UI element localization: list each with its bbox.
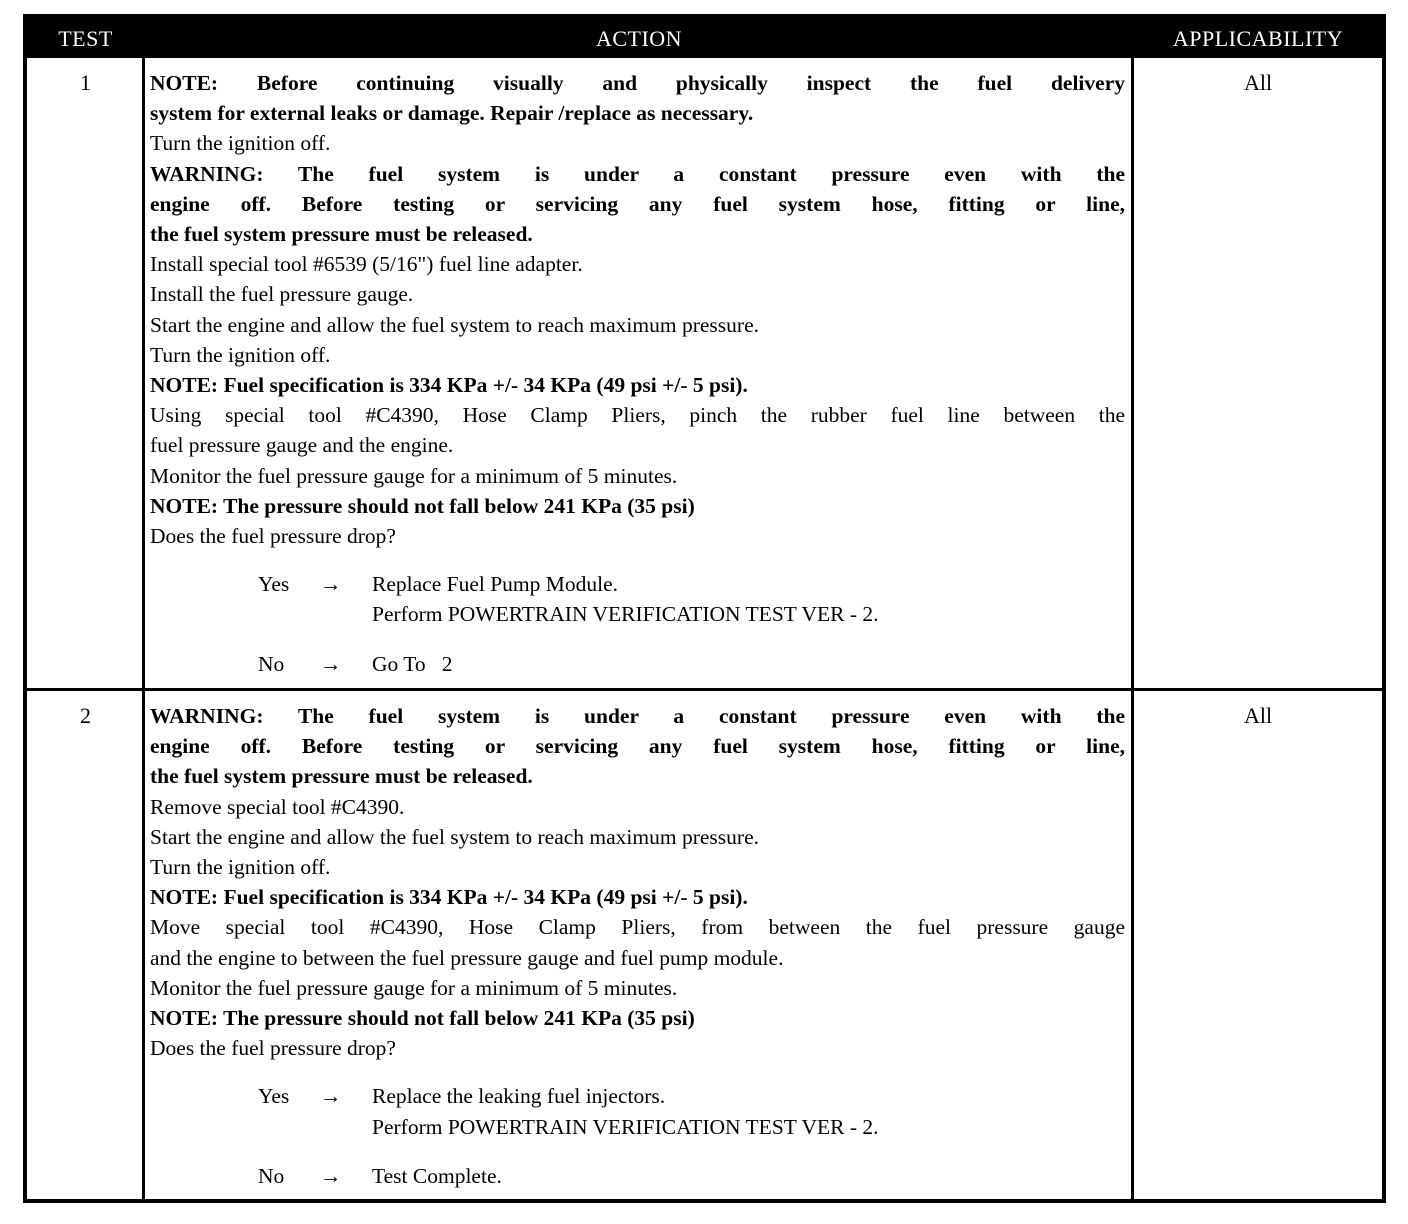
table-row <box>27 691 1382 1203</box>
result-line: Perform POWERTRAIN VERIFICATION TEST VER - 2. <box>372 1114 879 1139</box>
yes-label: Yes <box>258 1084 290 1109</box>
arrow-right-icon: → <box>320 1084 342 1109</box>
applicability-value: All <box>1243 70 1273 95</box>
table-row <box>27 58 1382 688</box>
instruction-line: Start the engine and allow the fuel system to reach maximum pressure. <box>150 824 759 849</box>
instruction-line: Monitor the fuel pressure gauge for a minimum of 5 minutes. <box>150 463 678 488</box>
note-line: NOTE: The pressure should not fall below 241 KPa (35 psi) <box>150 1006 695 1031</box>
table-header <box>27 18 1382 58</box>
decision-branches <box>150 569 1125 679</box>
instruction-line: Install special tool #6539 (5/16") fuel line adapter. <box>150 252 583 277</box>
yes-label: Yes <box>258 572 290 597</box>
diagnostic-table <box>23 14 1386 1203</box>
decision-branches <box>150 1081 1125 1191</box>
header-applicability: APPLICABILITY <box>1172 26 1344 51</box>
action-cell <box>150 701 1125 1211</box>
no-label: No <box>258 1164 285 1189</box>
yes-result <box>372 569 879 629</box>
result-line: Test Complete. <box>372 1164 502 1189</box>
result-line: Replace the leaking fuel injectors. <box>372 1084 666 1109</box>
test-number: 2 <box>80 703 91 728</box>
instruction-line: Does the fuel pressure drop? <box>150 1036 396 1061</box>
instruction-line: Turn the ignition off. <box>150 855 331 880</box>
note-line: system for external leaks or damage. Repair /replace as necessary. <box>150 101 754 126</box>
note-line: NOTE: Before continuing visually and physically inspect the fuel delivery <box>150 71 1125 95</box>
no-result <box>372 1161 502 1191</box>
no-branch <box>150 1161 1125 1191</box>
note-line: WARNING: The fuel system is under a constant pressure even with the <box>150 161 1125 186</box>
no-result <box>372 649 453 679</box>
instruction-line: Turn the ignition off. <box>150 131 331 156</box>
applicability-value: All <box>1243 703 1273 728</box>
instruction-line: fuel pressure gauge and the engine. <box>150 433 454 458</box>
instruction-line: and the engine to between the fuel pressure gauge and fuel pump module. <box>150 945 784 970</box>
yes-branch <box>150 1081 1125 1141</box>
note-line: engine off. Before testing or servicing any fuel system hose, fitting or line, <box>150 734 1125 759</box>
no-label: No <box>258 652 285 677</box>
arrow-right-icon: → <box>320 572 342 597</box>
header-action: ACTION <box>595 26 683 51</box>
yes-branch <box>150 569 1125 629</box>
note-line: NOTE: Fuel specification is 334 KPa +/- 34 KPa (49 psi +/- 5 psi). <box>150 373 748 398</box>
instruction-line: Start the engine and allow the fuel system to reach maximum pressure. <box>150 312 759 337</box>
note-line: NOTE: Fuel specification is 334 KPa +/- 34 KPa (49 psi +/- 5 psi). <box>150 885 748 910</box>
note-line: WARNING: The fuel system is under a constant pressure even with the <box>150 704 1125 728</box>
action-cell <box>150 68 1125 699</box>
result-line: Replace Fuel Pump Module. <box>372 572 619 597</box>
result-line: Perform POWERTRAIN VERIFICATION TEST VER - 2. <box>372 602 879 627</box>
test-number: 1 <box>80 70 91 95</box>
instruction-line: Does the fuel pressure drop? <box>150 524 396 549</box>
note-line: NOTE: The pressure should not fall below 241 KPa (35 psi) <box>150 493 695 518</box>
note-line: engine off. Before testing or servicing any fuel system hose, fitting or line, <box>150 191 1125 216</box>
note-line: the fuel system pressure must be released. <box>150 222 533 247</box>
arrow-right-icon: → <box>320 1164 342 1189</box>
no-branch <box>150 649 1125 679</box>
instruction-line: Move special tool #C4390, Hose Clamp Pliers, from between the fuel pressure gauge <box>150 915 1125 940</box>
arrow-right-icon: → <box>320 652 342 677</box>
instruction-line: Using special tool #C4390, Hose Clamp Pliers, pinch the rubber fuel line between the <box>150 403 1125 428</box>
instruction-line: Monitor the fuel pressure gauge for a minimum of 5 minutes. <box>150 975 678 1000</box>
instruction-line: Install the fuel pressure gauge. <box>150 282 414 307</box>
result-line: Go To 2 <box>372 652 453 677</box>
yes-result <box>372 1081 879 1141</box>
instruction-line: Turn the ignition off. <box>150 342 331 367</box>
instruction-line: Remove special tool #C4390. <box>150 794 405 819</box>
note-line: the fuel system pressure must be released. <box>150 764 533 789</box>
header-test: TEST <box>58 26 113 51</box>
